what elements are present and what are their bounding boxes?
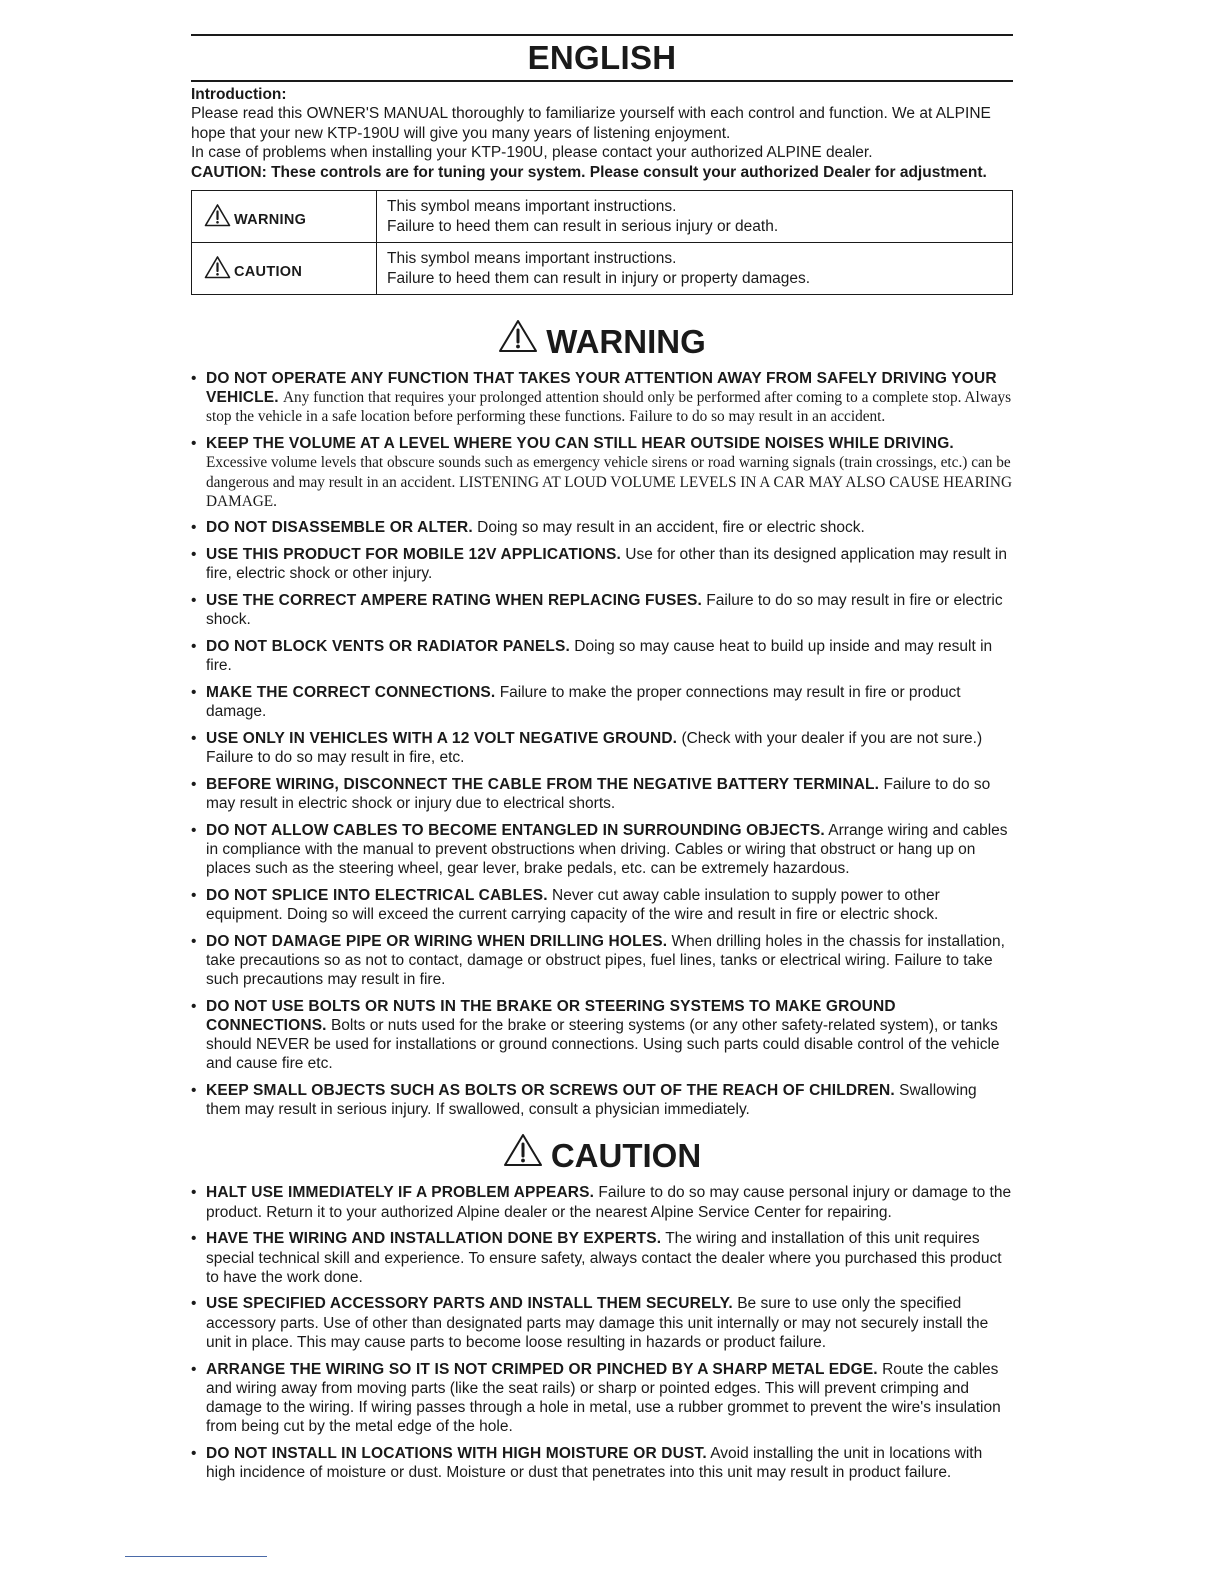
symbol-legend-table xyxy=(191,190,1013,295)
list-item xyxy=(191,637,1013,675)
intro-paragraph-2: In case of problems when installing your KTP-190U, please contact your authorized ALPINE dealer. xyxy=(191,144,873,162)
list-item xyxy=(191,1081,1013,1119)
caution-list xyxy=(191,1183,1013,1482)
caution-triangle-icon xyxy=(503,1133,543,1167)
footer-rule xyxy=(125,1556,267,1557)
item-heading: USE SPECIFIED ACCESSORY PARTS AND INSTALL THEM SECURELY. xyxy=(206,1295,733,1313)
symbol-label: WARNING xyxy=(234,211,307,228)
symbol-cell-caution xyxy=(192,243,377,295)
item-heading: DO NOT OPERATE ANY FUNCTION THAT TAKES YOUR ATTENTION AWAY FROM SAFELY DRIVING YOUR VEHICLE. xyxy=(206,370,997,407)
symbol-label: CAUTION xyxy=(234,263,303,280)
list-item xyxy=(191,1183,1013,1221)
item-heading: USE ONLY IN VEHICLES WITH A 12 VOLT NEGATIVE GROUND. xyxy=(206,729,678,747)
symbol-description-line: This symbol means important instructions. xyxy=(387,250,677,268)
item-heading: DO NOT SPLICE INTO ELECTRICAL CABLES. xyxy=(206,886,548,904)
list-item xyxy=(191,369,1013,427)
list-item xyxy=(191,683,1013,721)
item-body: Failure to do so may result in fire or electric shock. xyxy=(206,592,1003,629)
list-item xyxy=(191,434,1013,511)
item-body: (Check with your dealer if you are not sure.) Failure to do so may result in fire, etc. xyxy=(206,729,983,766)
item-heading: HALT USE IMMEDIATELY IF A PROBLEM APPEARS. xyxy=(206,1184,595,1202)
item-body: Doing so may cause heat to build up inside and may result in fire. xyxy=(206,637,993,675)
list-item xyxy=(191,821,1013,879)
manual-page xyxy=(191,34,1013,1490)
symbol-description xyxy=(377,243,1013,295)
symbol-description-line: Failure to heed them can result in injury or property damages. xyxy=(387,269,811,287)
item-heading: USE THE CORRECT AMPERE RATING WHEN REPLACING FUSES. xyxy=(206,592,702,610)
item-body: Be sure to use only the specified accessory parts. Use of other than designated parts may damage this unit internally or may not securely install the unit in place. This may cause parts to become loose resulting in hazards or product failure. xyxy=(206,1295,989,1351)
warning-section-heading xyxy=(191,319,1013,362)
item-heading: KEEP SMALL OBJECTS SUCH AS BOLTS OR SCREWS OUT OF THE REACH OF CHILDREN. xyxy=(206,1082,895,1100)
item-body: The wiring and installation of this unit requires special technical skill and experience. To ensure safety, always contact the dealer where you purchased this product to have the work done. xyxy=(206,1230,1002,1286)
item-body: Excessive volume levels that obscure sounds such as emergency vehicle sirens or road warning signals (train crossings, etc.) can be dangerous and may result in an accident. LISTENING AT LOUD VOLUME LEVELS IN A CAR MAY ALSO CAUSE HEARING DAMAGE. xyxy=(206,454,1012,510)
item-body: Failure to do so may result in electric shock or injury due to electrical shorts. xyxy=(206,775,991,812)
item-heading: DO NOT DAMAGE PIPE OR WIRING WHEN DRILLING HOLES. xyxy=(206,932,668,950)
item-body: Failure to make the proper connections may result in fire or product damage. xyxy=(206,683,961,721)
item-heading: HAVE THE WIRING AND INSTALLATION DONE BY EXPERTS. xyxy=(206,1230,662,1248)
intro-caution: CAUTION: These controls are for tuning your system. Please consult your authorized Dealer for adjustment. xyxy=(191,163,987,181)
item-body: Route the cables and wiring away from moving parts (like the seat rails) or sharp or pointed edges. This will prevent crimping and damage to the wiring. If wiring passes through a hole in metal, use a rubber grommet to prevent the wire's insulation from being cut by the metal edge of the hole. xyxy=(206,1360,1001,1436)
list-item xyxy=(191,518,1013,537)
list-item xyxy=(191,932,1013,990)
symbol-description xyxy=(377,191,1013,243)
symbol-row-warning xyxy=(192,191,1013,243)
item-body: Arrange wiring and cables in compliance with the manual to prevent obstructions when driving. Cables or wiring that obstruct or hang up on places such as the steering wheel, gear lever, brake pedals, etc. can be extremely hazardous. xyxy=(206,821,1008,877)
item-heading: USE THIS PRODUCT FOR MOBILE 12V APPLICATIONS. xyxy=(206,546,621,564)
item-body: Bolts or nuts used for the brake or steering systems (or any other safety-related system), or tanks should NEVER be used for installations or ground connections. Using such parts could disable control of the vehicle and cause fire etc. xyxy=(206,1016,1000,1073)
item-heading: DO NOT USE BOLTS OR NUTS IN THE BRAKE OR STEERING SYSTEMS TO MAKE GROUND CONNECTIONS. xyxy=(206,997,896,1034)
intro-paragraph-1: Please read this OWNER'S MANUAL thoroughly to familiarize yourself with each control and function. We at ALPINE hope that your new KTP-190U will give you many years of listening enjoyment. xyxy=(191,105,991,142)
warning-triangle-icon xyxy=(204,203,231,227)
item-heading: KEEP THE VOLUME AT A LEVEL WHERE YOU CAN STILL HEAR OUTSIDE NOISES WHILE DRIVING. xyxy=(206,435,954,453)
list-item xyxy=(191,1229,1013,1287)
list-item xyxy=(191,775,1013,813)
title-rule xyxy=(191,80,1013,82)
list-item xyxy=(191,1360,1013,1437)
item-body: Doing so may result in an accident, fire or electric shock. xyxy=(477,519,865,537)
warning-list xyxy=(191,369,1013,1119)
list-item xyxy=(191,729,1013,767)
warning-triangle-icon xyxy=(498,319,538,353)
warning-heading-text: WARNING xyxy=(546,323,706,361)
item-body: Swallowing them may result in serious injury. If swallowed, consult a physician immediately. xyxy=(206,1082,977,1119)
introduction xyxy=(191,85,1013,182)
list-item xyxy=(191,1444,1013,1482)
list-item xyxy=(191,1294,1013,1352)
item-body: Avoid installing the unit in locations with high incidence of moisture or dust. Moisture or dust that penetrates into this unit may result in product failure. xyxy=(206,1444,983,1482)
list-item xyxy=(191,591,1013,629)
item-heading: DO NOT BLOCK VENTS OR RADIATOR PANELS. xyxy=(206,637,570,655)
symbol-row-caution xyxy=(192,243,1013,295)
list-item xyxy=(191,545,1013,583)
item-body: When drilling holes in the chassis for installation, take precautions so as not to contact, damage or obstruct pipes, fuel lines, tanks or electrical wiring. Failure to take such precautions may result in fire. xyxy=(206,932,1005,989)
caution-section-heading xyxy=(191,1133,1013,1176)
caution-heading-text: CAUTION xyxy=(550,1137,702,1175)
symbol-description-line: This symbol means important instructions. xyxy=(387,198,677,216)
list-item xyxy=(191,886,1013,924)
list-item xyxy=(191,997,1013,1074)
intro-heading: Introduction: xyxy=(191,86,287,103)
page-title: ENGLISH xyxy=(527,39,677,76)
caution-triangle-icon xyxy=(204,255,231,279)
item-heading: DO NOT ALLOW CABLES TO BECOME ENTANGLED IN SURROUNDING OBJECTS. xyxy=(206,821,825,839)
item-heading: MAKE THE CORRECT CONNECTIONS. xyxy=(206,683,496,701)
symbol-cell-warning xyxy=(192,191,377,243)
item-body: Any function that requires your prolonged attention should only be performed after coming to a complete stop. Always stop the vehicle in a safe location before performing these functions. Failure to do so may result in an accident. xyxy=(206,389,1012,426)
item-body: Failure to do so may cause personal injury or damage to the product. Return it to your authorized Alpine dealer or the nearest Alpine Service Center for repairing. xyxy=(206,1184,1012,1221)
item-body: Use for other than its designed application may result in fire, electric shock or other injury. xyxy=(206,546,1007,583)
item-body: Never cut away cable insulation to supply power to other equipment. Doing so will exceed the current carrying capacity of the wire and result in fire or electric shock. xyxy=(206,886,940,923)
symbol-description-line: Failure to heed them can result in serious injury or death. xyxy=(387,217,779,235)
item-heading: DO NOT DISASSEMBLE OR ALTER. xyxy=(206,519,473,537)
item-heading: ARRANGE THE WIRING SO IT IS NOT CRIMPED OR PINCHED BY A SHARP METAL EDGE. xyxy=(206,1360,878,1378)
item-heading: BEFORE WIRING, DISCONNECT THE CABLE FROM THE NEGATIVE BATTERY TERMINAL. xyxy=(206,775,880,793)
item-heading: DO NOT INSTALL IN LOCATIONS WITH HIGH MOISTURE OR DUST. xyxy=(206,1444,707,1462)
